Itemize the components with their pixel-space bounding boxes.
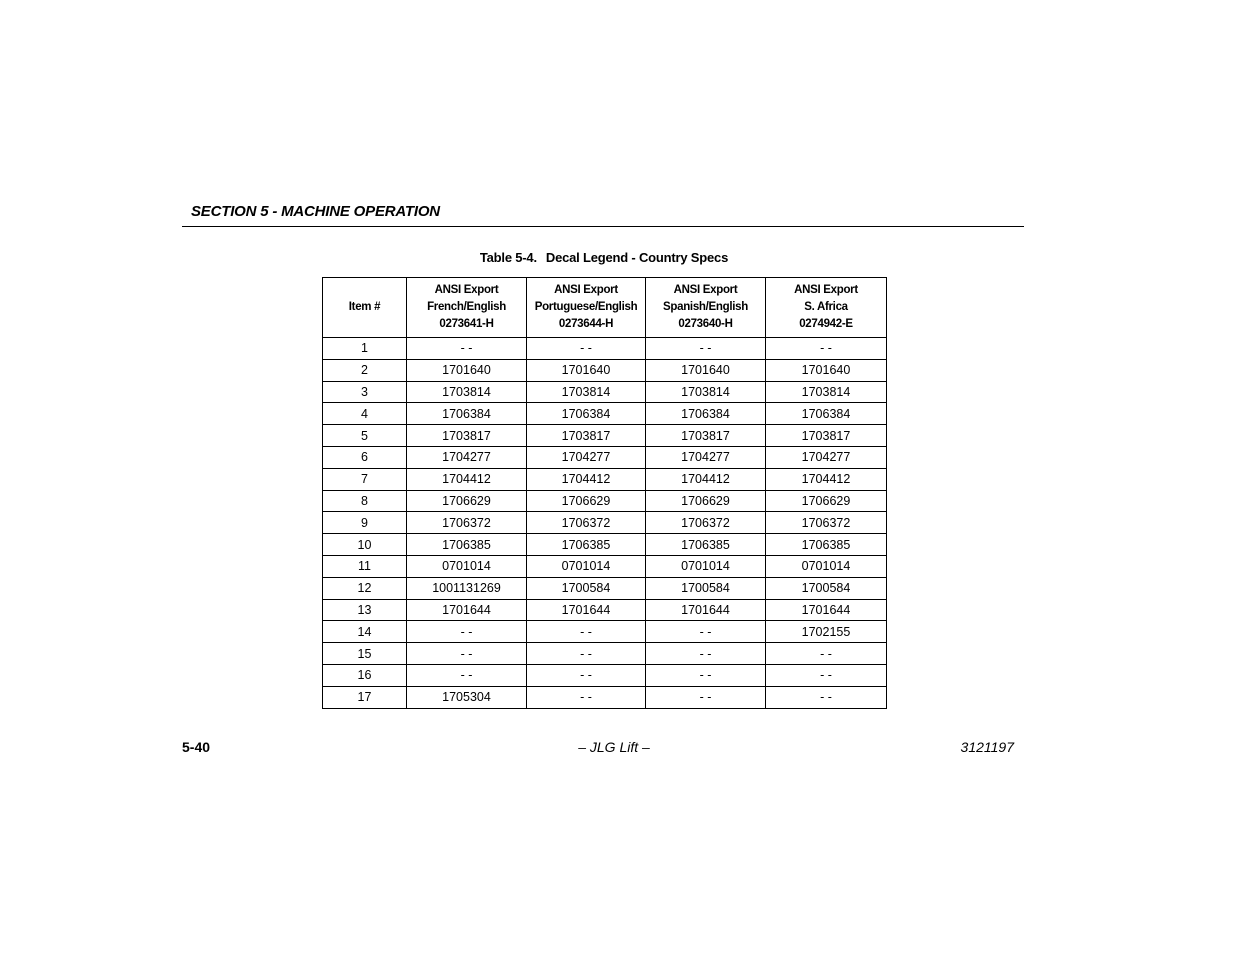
column-header-line: 0273641-H bbox=[439, 318, 494, 330]
part-number-cell: - - bbox=[527, 643, 646, 665]
column-header-line: 0273640-H bbox=[678, 318, 733, 330]
part-number-cell: - - bbox=[766, 643, 887, 665]
item-number-cell: 12 bbox=[323, 577, 407, 599]
part-number-cell: 1703817 bbox=[407, 425, 527, 447]
item-number-cell: 9 bbox=[323, 512, 407, 534]
table-header bbox=[323, 278, 887, 338]
part-number-cell: 1706384 bbox=[527, 403, 646, 425]
part-number-cell: 1703817 bbox=[527, 425, 646, 447]
part-number-cell: 1701644 bbox=[646, 599, 766, 621]
part-number-cell: 1704277 bbox=[527, 446, 646, 468]
part-number-cell: 0701014 bbox=[527, 555, 646, 577]
part-number-cell: 1706385 bbox=[527, 534, 646, 556]
part-number-cell: 1701644 bbox=[407, 599, 527, 621]
part-number-cell: 1703814 bbox=[646, 381, 766, 403]
part-number-cell: 1704412 bbox=[766, 468, 887, 490]
column-header-0 bbox=[323, 278, 407, 338]
column-header-4 bbox=[766, 278, 887, 338]
part-number-cell: 1706372 bbox=[407, 512, 527, 534]
part-number-cell: 1700584 bbox=[646, 577, 766, 599]
table-row bbox=[323, 577, 887, 599]
item-number-cell: 13 bbox=[323, 599, 407, 621]
item-number-cell: 5 bbox=[323, 425, 407, 447]
item-number-cell: 15 bbox=[323, 643, 407, 665]
part-number-cell: 1706385 bbox=[646, 534, 766, 556]
table-row bbox=[323, 686, 887, 708]
part-number-cell: 1706629 bbox=[766, 490, 887, 512]
table-row bbox=[323, 534, 887, 556]
part-number-cell: 1703817 bbox=[646, 425, 766, 447]
table-caption-number: Table 5-4. bbox=[479, 250, 537, 265]
column-header-2 bbox=[527, 278, 646, 338]
table-row bbox=[323, 338, 887, 360]
part-number-cell: 1706384 bbox=[407, 403, 527, 425]
part-number-cell: 1706385 bbox=[407, 534, 527, 556]
part-number-cell: 1702155 bbox=[766, 621, 887, 643]
part-number-cell: - - bbox=[407, 338, 527, 360]
part-number-cell: 1701644 bbox=[766, 599, 887, 621]
item-number-cell: 6 bbox=[323, 446, 407, 468]
part-number-cell: 1706384 bbox=[766, 403, 887, 425]
column-header-line: French/English bbox=[427, 301, 506, 313]
part-number-cell: 1703817 bbox=[766, 425, 887, 447]
table-body bbox=[323, 338, 887, 709]
table-caption bbox=[322, 250, 886, 265]
part-number-cell: - - bbox=[766, 664, 887, 686]
part-number-cell: - - bbox=[527, 664, 646, 686]
part-number-cell: - - bbox=[407, 664, 527, 686]
part-number-cell: 1703814 bbox=[766, 381, 887, 403]
column-header-line: Portuguese/English bbox=[534, 301, 638, 313]
item-number-cell: 14 bbox=[323, 621, 407, 643]
part-number-cell: - - bbox=[766, 686, 887, 708]
part-number-cell: 1705304 bbox=[407, 686, 527, 708]
part-number-cell: - - bbox=[646, 664, 766, 686]
section-title: SECTION 5 - MACHINE OPERATION bbox=[191, 203, 440, 220]
part-number-cell: 1706629 bbox=[646, 490, 766, 512]
part-number-cell: 1701644 bbox=[527, 599, 646, 621]
item-number-cell: 17 bbox=[323, 686, 407, 708]
table-row bbox=[323, 664, 887, 686]
table-row bbox=[323, 381, 887, 403]
part-number-cell: 1706384 bbox=[646, 403, 766, 425]
table-row bbox=[323, 468, 887, 490]
item-number-cell: 3 bbox=[323, 381, 407, 403]
table-row bbox=[323, 490, 887, 512]
column-header-line: Spanish/English bbox=[663, 301, 748, 313]
table-header-row bbox=[323, 278, 887, 338]
part-number-cell: 1704412 bbox=[646, 468, 766, 490]
part-number-cell: 1701640 bbox=[766, 359, 887, 381]
part-number-cell: 0701014 bbox=[407, 555, 527, 577]
part-number-cell: 1706372 bbox=[527, 512, 646, 534]
part-number-cell: - - bbox=[407, 643, 527, 665]
table-row bbox=[323, 599, 887, 621]
part-number-cell: 1704277 bbox=[407, 446, 527, 468]
table-row bbox=[323, 446, 887, 468]
item-number-cell: 8 bbox=[323, 490, 407, 512]
part-number-cell: - - bbox=[646, 338, 766, 360]
header-rule bbox=[182, 226, 1024, 227]
part-number-cell: - - bbox=[646, 621, 766, 643]
part-number-cell: 1703814 bbox=[527, 381, 646, 403]
table-row bbox=[323, 643, 887, 665]
item-number-cell: 1 bbox=[323, 338, 407, 360]
part-number-cell: 1704277 bbox=[646, 446, 766, 468]
part-number-cell: - - bbox=[646, 686, 766, 708]
column-header-line: 0274942-E bbox=[799, 318, 853, 330]
part-number-cell: 1700584 bbox=[527, 577, 646, 599]
document-number: 3121197 bbox=[960, 739, 1014, 755]
part-number-cell: 1706372 bbox=[766, 512, 887, 534]
column-header-1 bbox=[407, 278, 527, 338]
column-header-line: ANSI Export bbox=[434, 284, 499, 296]
column-header-line: Item # bbox=[348, 301, 381, 313]
part-number-cell: 1706629 bbox=[527, 490, 646, 512]
part-number-cell: 1706372 bbox=[646, 512, 766, 534]
part-number-cell: 1701640 bbox=[407, 359, 527, 381]
page-number: 5-40 bbox=[182, 739, 211, 755]
table-caption-title: Decal Legend - Country Specs bbox=[545, 250, 729, 265]
item-number-cell: 16 bbox=[323, 664, 407, 686]
part-number-cell: 1704412 bbox=[407, 468, 527, 490]
table-row bbox=[323, 359, 887, 381]
footer-brand: – JLG Lift – bbox=[578, 739, 650, 755]
item-number-cell: 4 bbox=[323, 403, 407, 425]
part-number-cell: - - bbox=[646, 643, 766, 665]
column-header-line: ANSI Export bbox=[794, 284, 858, 296]
table-row bbox=[323, 555, 887, 577]
item-number-cell: 10 bbox=[323, 534, 407, 556]
part-number-cell: 1701640 bbox=[527, 359, 646, 381]
part-number-cell: - - bbox=[527, 338, 646, 360]
part-number-cell: 0701014 bbox=[646, 555, 766, 577]
part-number-cell: - - bbox=[407, 621, 527, 643]
column-header-line: ANSI Export bbox=[673, 284, 738, 296]
part-number-cell: 1703814 bbox=[407, 381, 527, 403]
part-number-cell: 1704412 bbox=[527, 468, 646, 490]
part-number-cell: 1701640 bbox=[646, 359, 766, 381]
item-number-cell: 2 bbox=[323, 359, 407, 381]
table-row bbox=[323, 403, 887, 425]
part-number-cell: 1001131269 bbox=[407, 577, 527, 599]
item-number-cell: 7 bbox=[323, 468, 407, 490]
table-row bbox=[323, 425, 887, 447]
column-header-line: 0273644-H bbox=[558, 318, 614, 330]
part-number-cell: 1704277 bbox=[766, 446, 887, 468]
column-header-line: S. Africa bbox=[804, 301, 848, 313]
column-header-line: ANSI Export bbox=[554, 284, 618, 296]
decal-legend-table bbox=[322, 277, 887, 709]
item-number-cell: 11 bbox=[323, 555, 407, 577]
column-header-3 bbox=[646, 278, 766, 338]
part-number-cell: 1706629 bbox=[407, 490, 527, 512]
part-number-cell: 1706385 bbox=[766, 534, 887, 556]
part-number-cell: 0701014 bbox=[766, 555, 887, 577]
part-number-cell: 1700584 bbox=[766, 577, 887, 599]
part-number-cell: - - bbox=[766, 338, 887, 360]
table-row bbox=[323, 621, 887, 643]
part-number-cell: - - bbox=[527, 686, 646, 708]
part-number-cell: - - bbox=[527, 621, 646, 643]
table-row bbox=[323, 512, 887, 534]
